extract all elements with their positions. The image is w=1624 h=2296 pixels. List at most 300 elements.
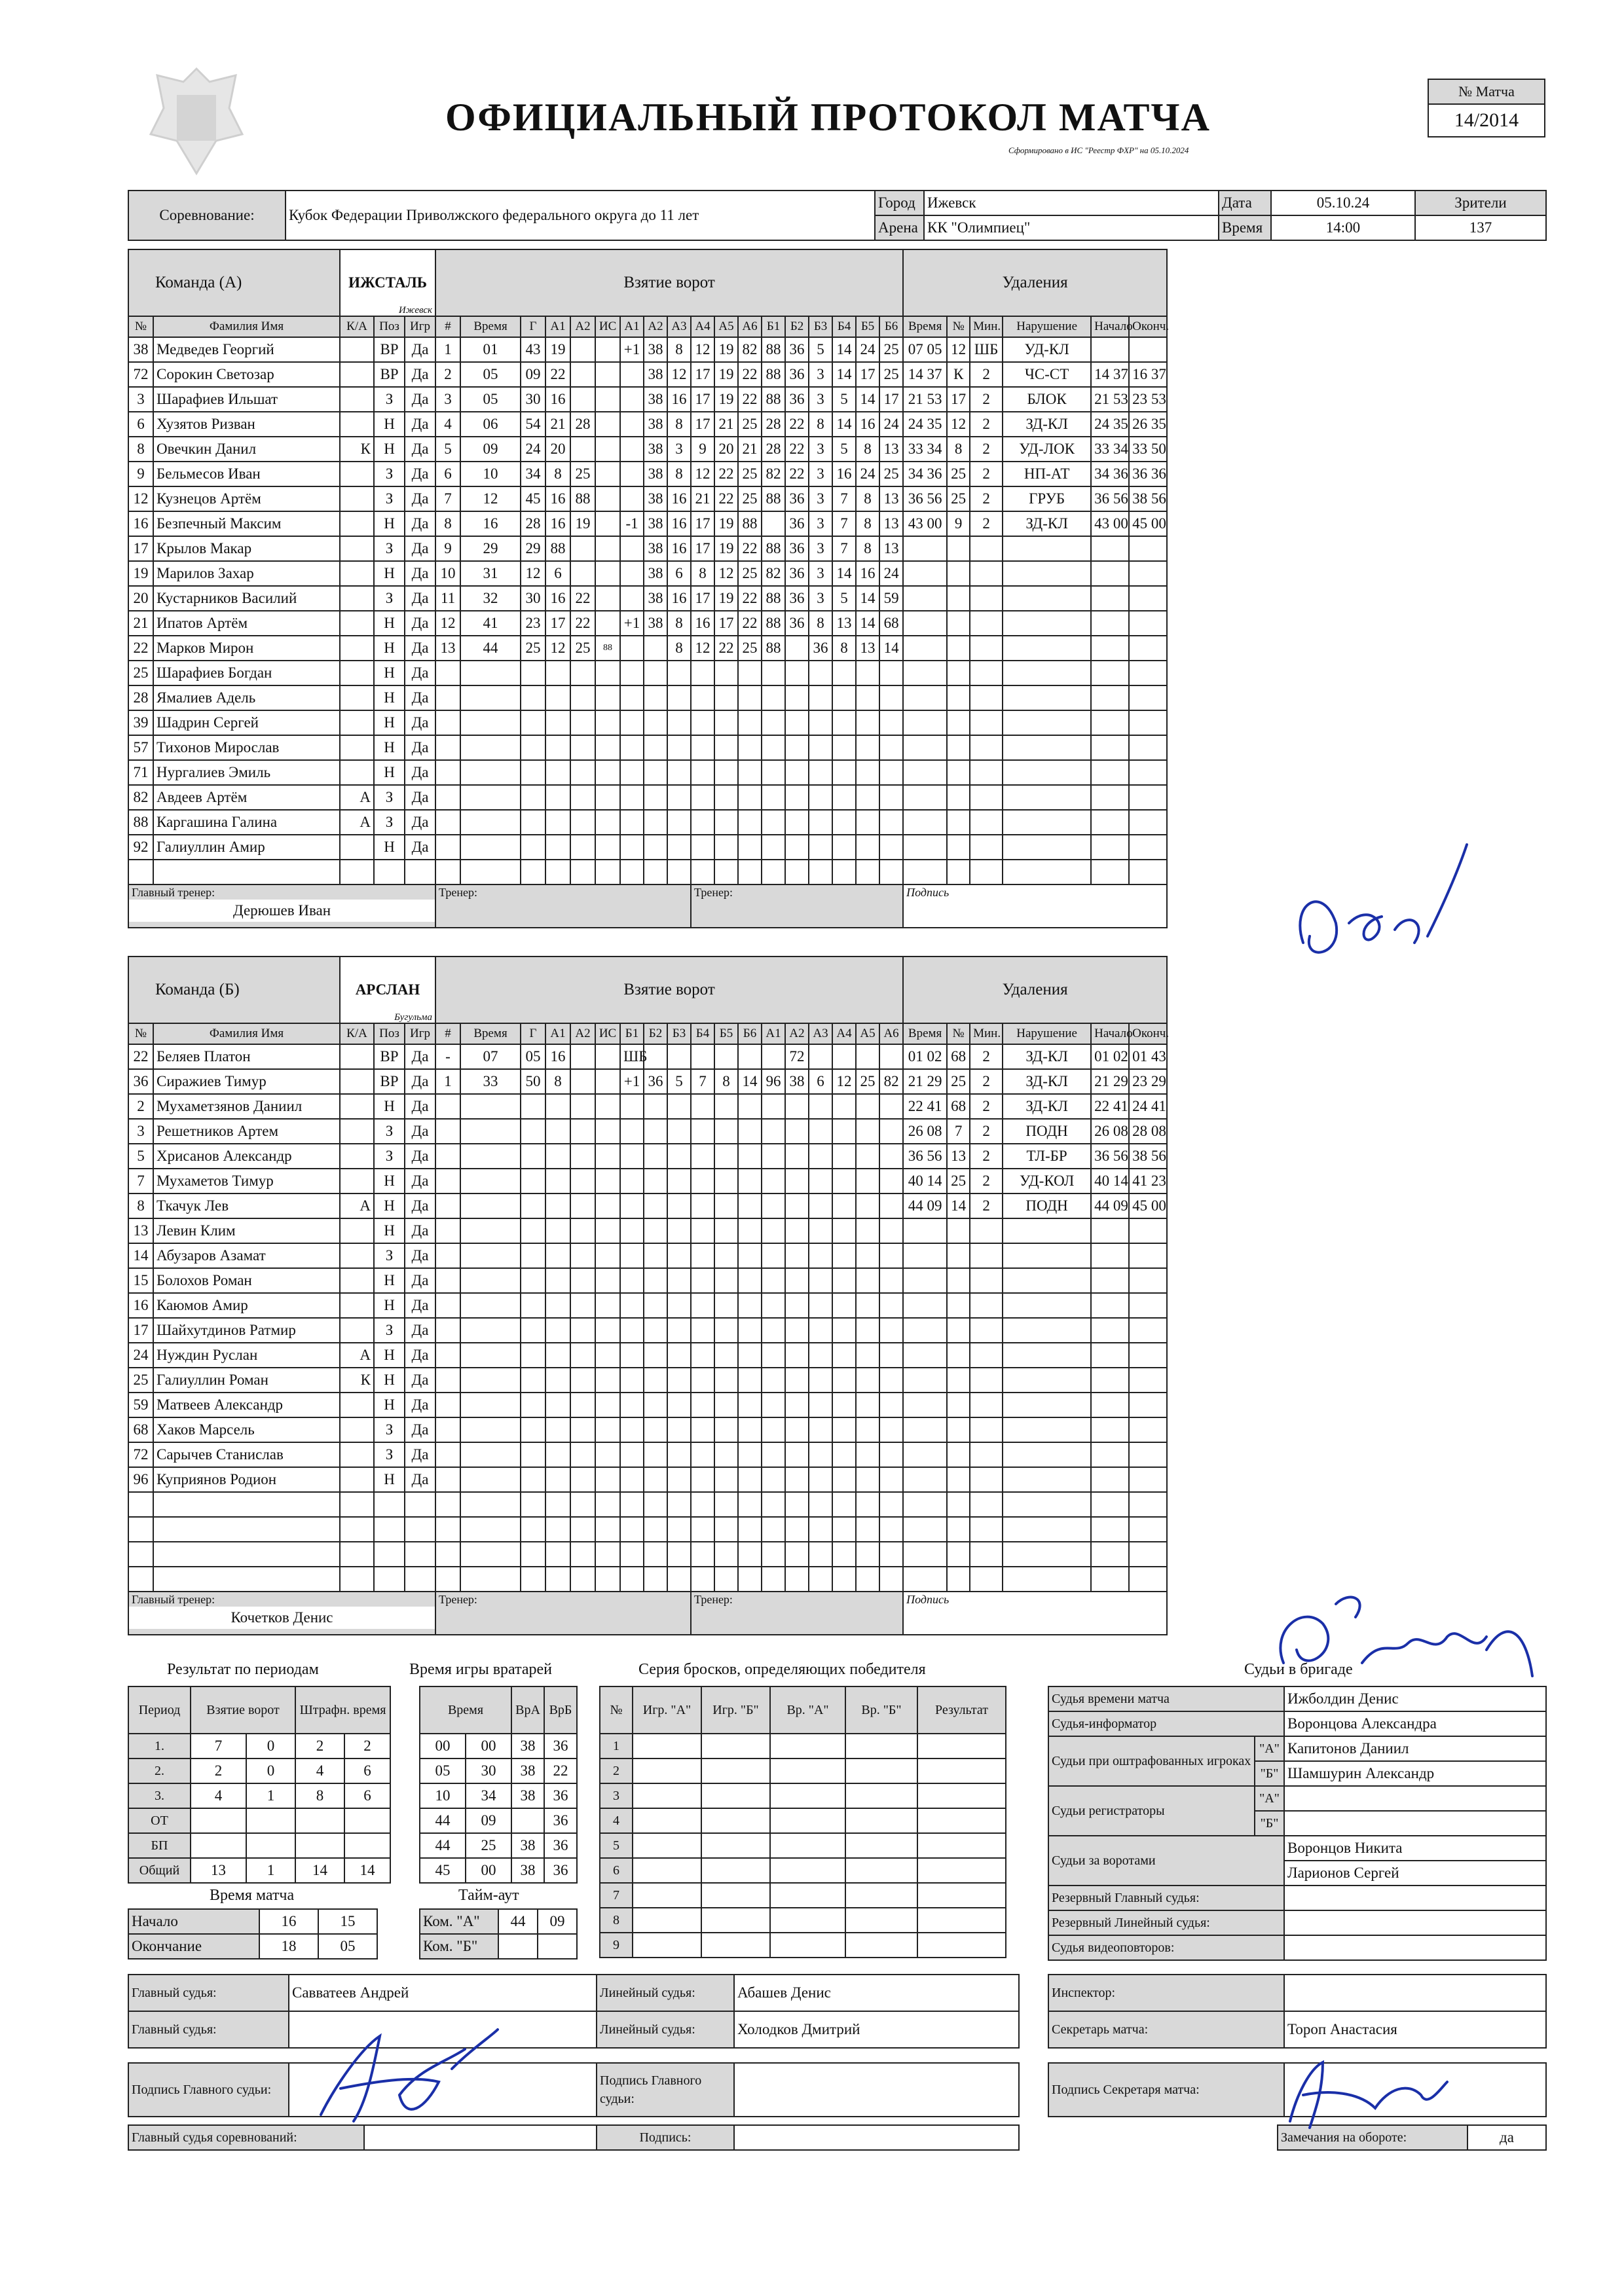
penalty-minutes <box>970 536 1003 561</box>
time-part: 29 <box>1113 1073 1128 1089</box>
goal-cell <box>832 1094 856 1119</box>
goal-cell <box>644 1567 667 1592</box>
player-cell: Да <box>405 486 435 511</box>
penalty-end <box>1129 1542 1167 1567</box>
goal-cell: 17 <box>691 586 714 611</box>
shootout-cell <box>770 1808 845 1833</box>
penalty-violation: ЗД-КЛ <box>1003 1044 1091 1069</box>
goal-cell: 17 <box>545 611 570 636</box>
player-cell <box>340 387 374 412</box>
goal-cell <box>879 785 903 810</box>
team-name-cell <box>340 249 435 316</box>
goal-cell <box>714 1442 738 1467</box>
goal-cell: 14 <box>738 1069 762 1094</box>
goalie-cell: 30 <box>466 1758 511 1783</box>
goal-cell <box>521 735 545 760</box>
goal-cell <box>667 1243 691 1268</box>
time-part: 23 <box>1132 1073 1148 1089</box>
match-time-title: Время матча <box>210 1887 295 1904</box>
goal-cell: 28 <box>570 412 595 437</box>
goal-cell: 22 <box>785 437 809 462</box>
goal-cell <box>809 860 832 884</box>
goal-cell <box>762 1243 785 1268</box>
goal-cell <box>644 785 667 810</box>
col-pos-header: Поз <box>374 1023 405 1044</box>
table-row <box>128 1094 1167 1119</box>
penalty-start <box>1091 1442 1129 1467</box>
player-cell: 16 <box>128 1293 153 1318</box>
goalie-cell: 22 <box>544 1758 577 1783</box>
penalty-violation <box>1003 1318 1091 1343</box>
goal-cell <box>545 1169 570 1194</box>
player-cell: К <box>340 1368 374 1393</box>
time-part: 41 <box>1132 1173 1148 1189</box>
goal-cell <box>545 1467 570 1492</box>
col-ptime-header: Время <box>903 1023 947 1044</box>
penalty-player <box>947 1417 970 1442</box>
goal-cell <box>691 1343 714 1368</box>
penalty-end <box>1129 710 1167 735</box>
goal-cell <box>738 1243 762 1268</box>
goal-cell: 36 <box>785 362 809 387</box>
goal-cell: 06 <box>460 412 521 437</box>
goal-cell: 31 <box>460 561 521 586</box>
goal-cell <box>856 1492 879 1517</box>
goal-cell <box>644 1243 667 1268</box>
time-part: 36 <box>1151 465 1166 482</box>
penalty-player <box>947 1567 970 1592</box>
penalty-player: 8 <box>947 437 970 462</box>
goal-cell <box>832 1194 856 1218</box>
shootout-cell <box>701 1858 770 1883</box>
penalty-time <box>903 1069 947 1094</box>
shootout-no: 3 <box>600 1783 633 1808</box>
main-ref-sign-label: Подпись Главного судьи: <box>128 2063 289 2117</box>
time-part: 41 <box>1113 1098 1128 1114</box>
line-referee-label-2: Линейный судья: <box>597 2011 734 2048</box>
penalty-end <box>1129 1218 1167 1243</box>
player-cell: Да <box>405 462 435 486</box>
goal-cell <box>714 685 738 710</box>
goal-cell <box>620 710 644 735</box>
goal-cell <box>595 1417 620 1442</box>
table-row <box>420 1833 577 1858</box>
shootout-cell <box>770 1858 845 1883</box>
player-cell: Да <box>405 337 435 362</box>
goal-cell <box>856 1268 879 1293</box>
table-row <box>128 810 1167 835</box>
goal-cell <box>691 1194 714 1218</box>
result-cell: 0 <box>246 1734 295 1758</box>
goal-cell <box>521 785 545 810</box>
time-part: 40 <box>1094 1173 1110 1189</box>
goal-cell <box>856 1393 879 1417</box>
goal-cell: 12 <box>691 337 714 362</box>
goal-cell <box>809 1368 832 1393</box>
goal-cell <box>435 1467 460 1492</box>
goal-cell: 16 <box>545 486 570 511</box>
penalty-start <box>1091 685 1129 710</box>
goal-cell <box>762 1094 785 1119</box>
time-part: 37 <box>1113 366 1128 382</box>
player-cell: Шарафиев Ильшат <box>153 387 340 412</box>
goal-cell: 68 <box>879 611 903 636</box>
col-oncourt-header: А3 <box>667 316 691 337</box>
penalty-end <box>1129 1119 1167 1144</box>
time-part: 41 <box>1151 1098 1166 1114</box>
goal-cell <box>620 462 644 486</box>
goal-cell <box>545 1218 570 1243</box>
goal-cell: 25 <box>570 462 595 486</box>
goal-cell: 36 <box>785 586 809 611</box>
player-cell: Медведев Георгий <box>153 337 340 362</box>
comp-judge-table <box>128 2124 1020 2151</box>
goal-cell: 22 <box>714 486 738 511</box>
goal-cell <box>879 1517 903 1542</box>
goal-cell: 16 <box>856 412 879 437</box>
goal-cell <box>832 735 856 760</box>
penalty-start <box>1091 611 1129 636</box>
goal-cell: 7 <box>832 486 856 511</box>
player-cell: Н <box>374 1343 405 1368</box>
goal-cell <box>435 1268 460 1293</box>
goal-cell <box>570 387 595 412</box>
penalty-judge-a-tag: "А" <box>1255 1736 1284 1761</box>
registrar-judges-label: Судьи регистраторы <box>1048 1786 1255 1836</box>
goal-cell <box>762 1343 785 1368</box>
penalty-time <box>903 636 947 661</box>
player-cell <box>340 536 374 561</box>
goal-cell <box>667 785 691 810</box>
goal-cell: 88 <box>738 511 762 536</box>
goal-cell <box>460 735 521 760</box>
goal-cell <box>570 1044 595 1069</box>
goal-cell <box>545 1442 570 1467</box>
goal-cell <box>595 1393 620 1417</box>
shootout-cell <box>770 1933 845 1958</box>
goal-cell: 25 <box>879 462 903 486</box>
penalty-violation <box>1003 1417 1091 1442</box>
goal-cell: 12 <box>545 636 570 661</box>
goal-cell <box>691 860 714 884</box>
goal-cell <box>856 735 879 760</box>
goal-cell <box>738 1094 762 1119</box>
result-cell: ОТ <box>128 1808 191 1833</box>
col-pno-header: № <box>947 1023 970 1044</box>
coach-b-signature <box>1264 1565 1545 1696</box>
penalty-start <box>1091 1268 1129 1293</box>
goal-cell <box>644 636 667 661</box>
penalty-violation <box>1003 735 1091 760</box>
player-cell: Н <box>374 735 405 760</box>
player-cell <box>340 1442 374 1467</box>
table-row <box>128 1293 1167 1318</box>
penalty-time-sec: 56 <box>927 490 942 507</box>
goal-cell: 88 <box>595 636 620 661</box>
player-cell <box>128 1542 153 1567</box>
goal-cell <box>879 1218 903 1243</box>
head-coach-cell <box>128 884 435 928</box>
goal-cell <box>595 586 620 611</box>
player-cell: 38 <box>128 337 153 362</box>
goal-cell <box>738 661 762 685</box>
table-row <box>128 462 1167 486</box>
goal-cell: 24 <box>856 337 879 362</box>
penalty-violation <box>1003 785 1091 810</box>
player-cell <box>405 1517 435 1542</box>
sign-label: Подпись <box>903 884 1167 928</box>
player-cell: З <box>374 1417 405 1442</box>
player-cell <box>340 511 374 536</box>
goal-cell <box>809 1343 832 1368</box>
goal-cell <box>570 1243 595 1268</box>
team-name-cell <box>340 957 435 1023</box>
goal-cell <box>738 1417 762 1442</box>
result-cell <box>246 1808 295 1833</box>
penalties-header: Удаления <box>903 249 1167 316</box>
goal-cell <box>435 1144 460 1169</box>
col-a2-header: А2 <box>570 1023 595 1044</box>
goal-cell: 14 <box>856 387 879 412</box>
goalie-cell: 00 <box>420 1734 466 1758</box>
goal-cell <box>570 437 595 462</box>
penalty-end <box>1129 760 1167 785</box>
shootout-cell <box>701 1908 770 1933</box>
goal-cell <box>714 860 738 884</box>
goal-cell <box>785 1094 809 1119</box>
table-row <box>600 1883 1006 1908</box>
goal-cell: 36 <box>785 387 809 412</box>
goal-cell <box>545 785 570 810</box>
goal-cell <box>762 1442 785 1467</box>
results-title: Результат по периодам <box>167 1661 319 1678</box>
time-part: 26 <box>1132 416 1148 432</box>
goal-cell: 19 <box>714 511 738 536</box>
goal-cell <box>570 1442 595 1467</box>
col-oncourt-header: Б5 <box>714 1023 738 1044</box>
goal-cell <box>570 1293 595 1318</box>
goal-cell <box>435 1094 460 1119</box>
penalty-minutes <box>970 810 1003 835</box>
goal-cell <box>521 1567 545 1592</box>
player-cell: Овечкин Данил <box>153 437 340 462</box>
goal-cell: 25 <box>738 412 762 437</box>
player-cell <box>153 1567 340 1592</box>
goal-cell <box>856 810 879 835</box>
goal-cell <box>521 661 545 685</box>
time-part: 37 <box>1151 366 1166 382</box>
comp-judge-label: Главный судья соревнований: <box>128 2125 364 2150</box>
goal-cell <box>667 810 691 835</box>
table-row <box>128 636 1167 661</box>
penalty-player <box>947 1218 970 1243</box>
goal-cell: 38 <box>644 337 667 362</box>
time-part: 01 <box>1132 1048 1148 1065</box>
time-part: 43 <box>1151 1048 1166 1065</box>
player-cell: 68 <box>128 1417 153 1442</box>
penalty-end <box>1129 1492 1167 1517</box>
penalty-start <box>1091 1144 1129 1169</box>
goal-cell <box>460 661 521 685</box>
col-start-header: Начало <box>1091 1023 1129 1044</box>
penalty-violation: ЗД-КЛ <box>1003 1069 1091 1094</box>
col-oncourt-header: А2 <box>785 1023 809 1044</box>
player-cell: 17 <box>128 1318 153 1343</box>
goal-cell: 16 <box>667 511 691 536</box>
goal-cell <box>644 1343 667 1368</box>
goalie-b-header: ВрБ <box>544 1686 577 1734</box>
goal-cell <box>570 337 595 362</box>
goal-cell <box>762 860 785 884</box>
player-cell <box>340 1318 374 1343</box>
goal-cell <box>832 760 856 785</box>
player-cell <box>340 486 374 511</box>
goal-cell <box>879 1144 903 1169</box>
goal-cell: 14 <box>832 362 856 387</box>
goalie-cell: 38 <box>511 1758 544 1783</box>
goal-cell <box>856 710 879 735</box>
goal-cell <box>785 735 809 760</box>
player-cell: Шайхутдинов Ратмир <box>153 1318 340 1343</box>
goalie-a-header: ВрА <box>511 1686 544 1734</box>
penalty-minutes <box>970 1442 1003 1467</box>
goal-cell <box>809 1567 832 1592</box>
team-b-section <box>128 956 1168 1635</box>
player-cell <box>340 1393 374 1417</box>
goal-cell <box>667 1442 691 1467</box>
goal-cell <box>595 760 620 785</box>
goal-cell <box>644 1169 667 1194</box>
goal-cell: 3 <box>809 486 832 511</box>
goal-cell <box>460 1467 521 1492</box>
player-cell <box>340 337 374 362</box>
goalie-cell: 09 <box>466 1808 511 1833</box>
player-cell <box>340 835 374 860</box>
goal-cell <box>620 1442 644 1467</box>
goal-cell: 34 <box>521 462 545 486</box>
goal-cell: 25 <box>856 1069 879 1094</box>
goal-cell <box>521 1417 545 1442</box>
goal-cell <box>691 1094 714 1119</box>
result-cell: 4 <box>191 1783 246 1808</box>
player-cell: 72 <box>128 1442 153 1467</box>
goal-cell <box>521 1442 545 1467</box>
result-cell: 0 <box>246 1758 295 1783</box>
penalty-violation: ЧС-СТ <box>1003 362 1091 387</box>
shootout-no: 6 <box>600 1858 633 1883</box>
goal-cell <box>785 1492 809 1517</box>
penalty-time <box>903 1567 947 1592</box>
penalty-start <box>1091 1343 1129 1368</box>
results-table <box>128 1686 391 1884</box>
goal-cell: 54 <box>521 412 545 437</box>
player-cell <box>374 1567 405 1592</box>
goal-cell <box>832 810 856 835</box>
goal-cell: 19 <box>714 536 738 561</box>
player-cell <box>374 1517 405 1542</box>
penalty-player <box>947 1343 970 1368</box>
goal-cell <box>691 1368 714 1393</box>
goal-cell <box>762 1318 785 1343</box>
goal-cell <box>644 1542 667 1567</box>
table-row <box>128 1542 1167 1567</box>
penalty-time <box>903 412 947 437</box>
penalty-time <box>903 536 947 561</box>
goal-cell <box>879 1169 903 1194</box>
goal-cell: 16 <box>691 611 714 636</box>
penalty-time-sec: 08 <box>927 1123 942 1139</box>
goal-cell <box>785 1517 809 1542</box>
penalty-start <box>1091 1492 1129 1517</box>
penalty-end <box>1129 1393 1167 1417</box>
goal-cell <box>691 661 714 685</box>
goal-cell <box>762 1218 785 1243</box>
penalty-end <box>1129 1368 1167 1393</box>
goal-cell <box>435 835 460 860</box>
goal-cell <box>809 1542 832 1567</box>
goal-cell: 8 <box>667 412 691 437</box>
player-cell <box>340 1268 374 1293</box>
goal-cell <box>785 1417 809 1442</box>
goal-cell <box>545 810 570 835</box>
goal-cell <box>738 835 762 860</box>
penalty-player <box>947 1542 970 1567</box>
player-cell: З <box>374 586 405 611</box>
goal-cell: 22 <box>738 611 762 636</box>
goalie-cell: 25 <box>466 1833 511 1858</box>
penalty-minutes <box>970 1393 1003 1417</box>
goal-cell <box>644 1492 667 1517</box>
goal-cell: 19 <box>714 337 738 362</box>
goal-cell <box>435 1194 460 1218</box>
goal-cell <box>460 1119 521 1144</box>
penalty-time-min: 36 <box>908 1148 923 1164</box>
goal-cell <box>521 1467 545 1492</box>
time-part: 21 <box>1094 1073 1110 1089</box>
referees-table <box>128 1974 1020 2049</box>
col-is-header: ИС <box>595 316 620 337</box>
time-part: 56 <box>1113 490 1128 507</box>
goalie-cell: 38 <box>511 1858 544 1883</box>
goal-cell <box>595 486 620 511</box>
goal-cell <box>644 685 667 710</box>
goal-cell <box>785 1268 809 1293</box>
goal-cell <box>667 1492 691 1517</box>
goal-cell <box>545 1268 570 1293</box>
col-oncourt-header: А2 <box>644 316 667 337</box>
time-part: 34 <box>1113 441 1128 457</box>
goal-cell: 38 <box>644 511 667 536</box>
player-cell: Да <box>405 1268 435 1293</box>
goal-cell <box>762 1492 785 1517</box>
player-cell: 7 <box>128 1169 153 1194</box>
penalty-time-min: 07 <box>908 341 923 357</box>
table-row <box>420 1808 577 1833</box>
goal-cell: 17 <box>691 412 714 437</box>
shootout-cell <box>917 1858 1006 1883</box>
goal-cell <box>667 1368 691 1393</box>
table-row <box>128 1069 1167 1094</box>
penalty-start <box>1091 810 1129 835</box>
goal-cell <box>620 636 644 661</box>
goal-cell <box>620 1368 644 1393</box>
goal-cell <box>809 760 832 785</box>
goal-cell <box>545 1368 570 1393</box>
goal-cell <box>667 760 691 785</box>
goal-cell <box>762 1467 785 1492</box>
penalty-end <box>1129 1567 1167 1592</box>
penalty-player <box>947 561 970 586</box>
